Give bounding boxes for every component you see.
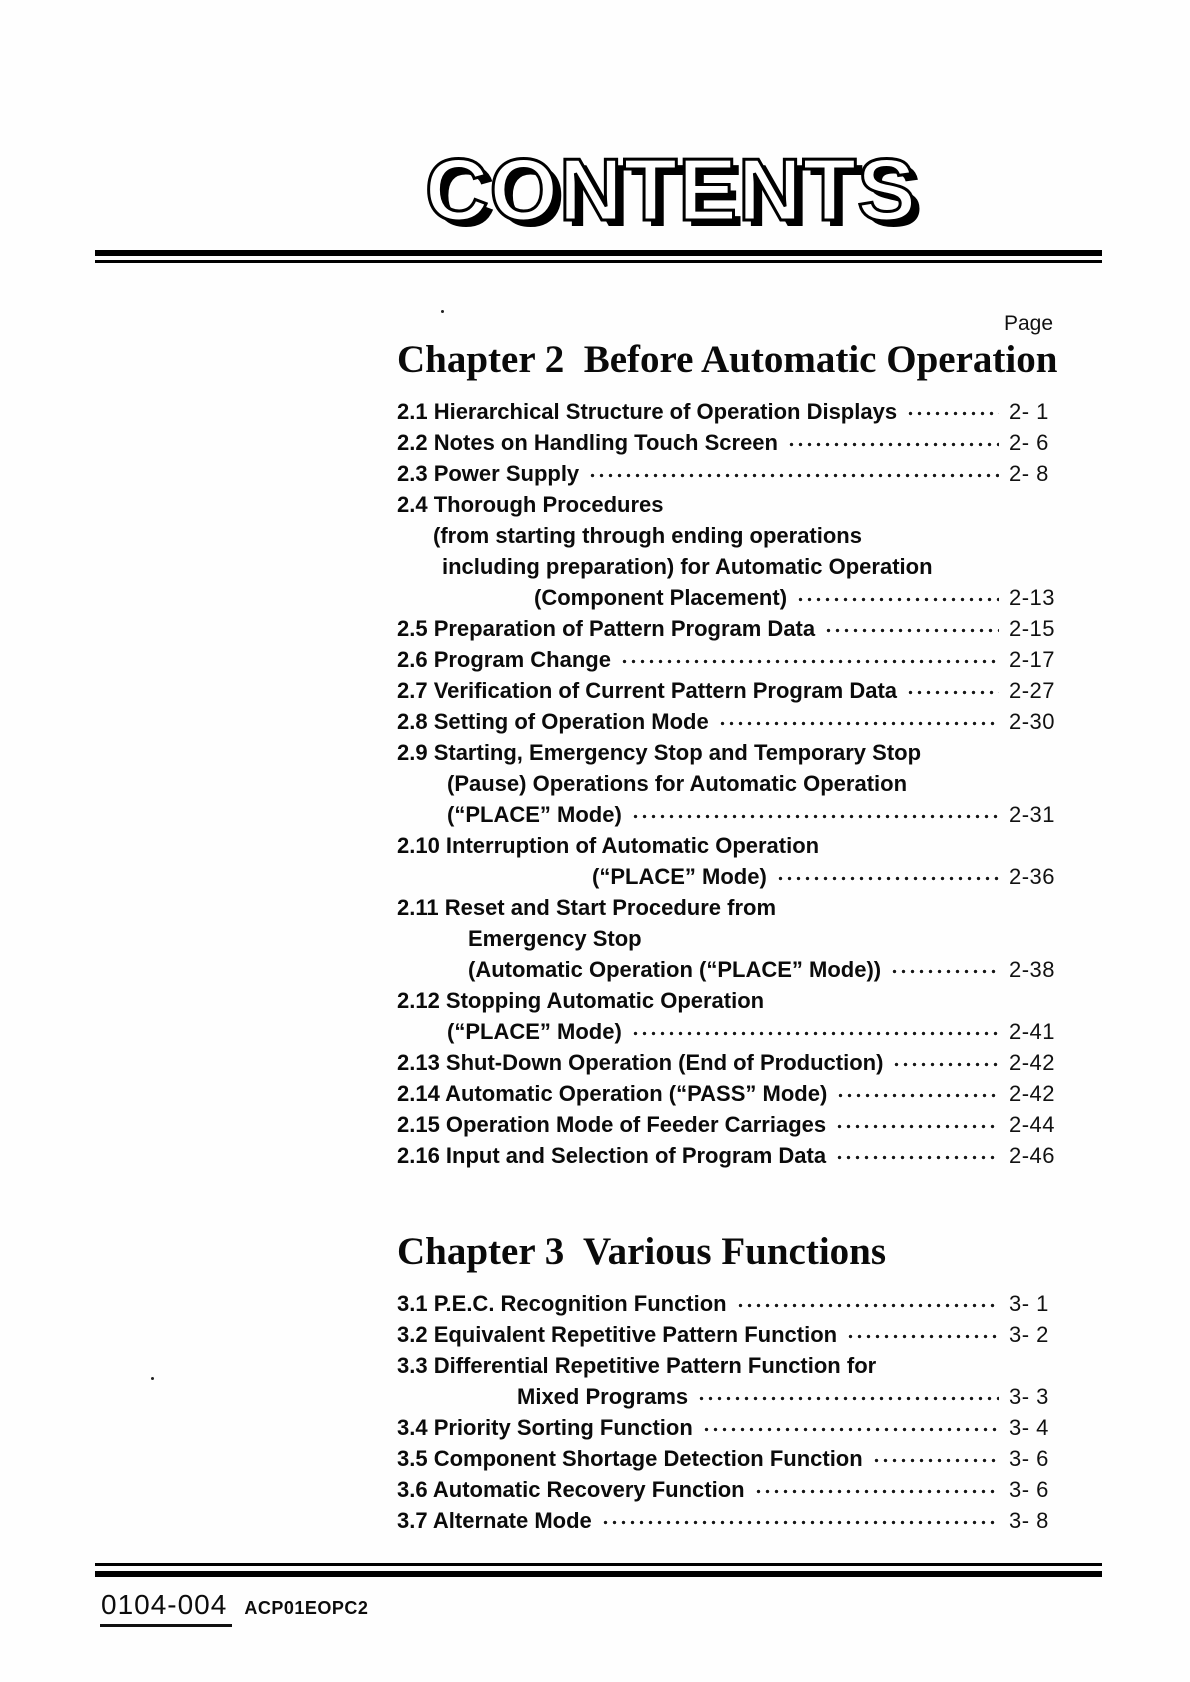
- page-number: 2-41: [1009, 1019, 1056, 1044]
- toc-entry-continuation: [397, 551, 1055, 582]
- toc-entry-continuation: [397, 861, 1055, 892]
- toc-entry-text: 2.10 Interruption of Automatic Operation: [397, 833, 820, 858]
- page-number: 2-31: [1009, 802, 1056, 827]
- toc-entry-text: 2.6 Program Change: [397, 647, 611, 672]
- toc-entry: [397, 737, 1055, 768]
- page-number: 2-44: [1009, 1112, 1056, 1137]
- toc-entry-text: 2.8 Setting of Operation Mode: [397, 709, 709, 734]
- page-number: 3- 3: [1009, 1384, 1049, 1409]
- toc-entry: [397, 1047, 1055, 1078]
- toc-entry-text: (“PLACE” Mode): [592, 864, 767, 889]
- dot-leader: [620, 644, 999, 675]
- toc-entry: [397, 458, 1055, 489]
- toc-entry-text: 3.4 Priority Sorting Function: [397, 1415, 693, 1440]
- page-number: 3- 4: [1009, 1415, 1049, 1440]
- dot-leader: [846, 1319, 999, 1350]
- toc-entry-continuation: [397, 582, 1055, 613]
- toc-entry-text: 2.5 Preparation of Pattern Program Data: [397, 616, 816, 641]
- toc-entry: [397, 1288, 1055, 1319]
- toc-entry-text: Emergency Stop: [468, 926, 642, 951]
- toc-entry-text: 2.11 Reset and Start Procedure from: [397, 895, 777, 920]
- toc-entry-text: 2.15 Operation Mode of Feeder Carriages: [397, 1112, 827, 1137]
- toc-entry-text: 3.2 Equivalent Repetitive Pattern Function: [397, 1322, 838, 1347]
- toc-entry-text: 3.1 P.E.C. Recognition Function: [397, 1291, 727, 1316]
- top-double-rule: [95, 250, 1102, 263]
- dot-leader: [872, 1443, 999, 1474]
- page-number: 3- 6: [1009, 1446, 1049, 1471]
- bottom-double-rule: [95, 1563, 1102, 1577]
- dot-leader: [892, 1047, 999, 1078]
- toc-entry: [397, 489, 1055, 520]
- dot-leader: [631, 1016, 999, 1047]
- page-number: 2-17: [1009, 647, 1056, 672]
- toc-entry-continuation: [397, 1381, 1055, 1412]
- toc-entry-text: 3.5 Component Shortage Detection Function: [397, 1446, 863, 1471]
- toc-entry-continuation: [397, 520, 1055, 551]
- dot-leader: [754, 1474, 999, 1505]
- toc-entry: [397, 613, 1055, 644]
- scan-artifact: [441, 310, 444, 313]
- toc-entry: [397, 1078, 1055, 1109]
- dot-leader: [796, 582, 999, 613]
- chapter-3-entries: [397, 1288, 1055, 1536]
- toc-entry-text: (“PLACE” Mode): [447, 802, 622, 827]
- scan-artifact: [151, 1377, 154, 1380]
- chapter-2-heading: Chapter 2 Before Automatic Operation: [397, 338, 1058, 381]
- toc-entry-text: 2.1 Hierarchical Structure of Operation Displays: [397, 399, 898, 424]
- page-number: 2-36: [1009, 864, 1056, 889]
- dot-leader: [697, 1381, 999, 1412]
- page-column-label: Page: [1003, 312, 1053, 335]
- page-number: 2-13: [1009, 585, 1056, 610]
- toc-entry-text: 2.3 Power Supply: [397, 461, 580, 486]
- footer: [100, 1589, 368, 1627]
- toc-entry-text: 2.2 Notes on Handling Touch Screen: [397, 430, 778, 455]
- dot-leader: [787, 427, 999, 458]
- page-number: 2-42: [1009, 1050, 1056, 1075]
- toc-entry: [397, 1474, 1055, 1505]
- toc-entry-text: 2.16 Input and Selection of Program Data: [397, 1143, 827, 1168]
- dot-leader: [588, 458, 999, 489]
- toc-entry: [397, 892, 1055, 923]
- dot-leader: [718, 706, 999, 737]
- page-number: 3- 1: [1009, 1291, 1049, 1316]
- toc-entry-text: 2.9 Starting, Emergency Stop and Temporary Stop: [397, 740, 922, 765]
- toc-entry-continuation: [397, 799, 1055, 830]
- toc-entry: [397, 644, 1055, 675]
- contents-title: CONTENTS: [425, 140, 917, 239]
- toc-entry-continuation: [397, 768, 1055, 799]
- toc-entry-text: (from starting through ending operations: [433, 523, 862, 548]
- toc-entry-text: 2.4 Thorough Procedures: [397, 492, 664, 517]
- dot-leader: [835, 1109, 999, 1140]
- dot-leader: [776, 861, 999, 892]
- page-number: 3- 8: [1009, 1508, 1049, 1533]
- dot-leader: [906, 396, 999, 427]
- chapter-2-entries: [397, 396, 1055, 1171]
- toc-entry: [397, 675, 1055, 706]
- toc-entry: [397, 985, 1055, 1016]
- page-number: 2- 6: [1009, 430, 1049, 455]
- toc-entry-text: 3.7 Alternate Mode: [397, 1508, 592, 1533]
- table-of-contents: [397, 338, 1058, 1536]
- toc-entry-text: (Pause) Operations for Automatic Operation: [447, 771, 908, 796]
- toc-entry-text: including preparation) for Automatic Operation: [442, 554, 933, 579]
- toc-entry-continuation: [397, 1016, 1055, 1047]
- doc-code: ACP01EOPC2: [244, 1598, 369, 1618]
- page-number: 2-46: [1009, 1143, 1056, 1168]
- dot-leader: [906, 675, 999, 706]
- page-number: 2-30: [1009, 709, 1056, 734]
- page-number: 3- 6: [1009, 1477, 1049, 1502]
- toc-entry-text: Mixed Programs: [517, 1384, 689, 1409]
- toc-entry: [397, 1412, 1055, 1443]
- toc-entry-text: 2.12 Stopping Automatic Operation: [397, 988, 765, 1013]
- doc-number: 0104-004: [100, 1589, 232, 1627]
- toc-entry-text: 2.7 Verification of Current Pattern Program Data: [397, 678, 898, 703]
- toc-entry-text: (Automatic Operation (“PLACE” Mode)): [468, 957, 882, 982]
- toc-entry: [397, 830, 1055, 861]
- toc-entry: [397, 706, 1055, 737]
- page-number: 2- 1: [1009, 399, 1049, 424]
- page-number: 2- 8: [1009, 461, 1049, 486]
- dot-leader: [736, 1288, 999, 1319]
- toc-entry-continuation: [397, 923, 1055, 954]
- dot-leader: [631, 799, 999, 830]
- toc-entry: [397, 1443, 1055, 1474]
- page-number: 3- 2: [1009, 1322, 1049, 1347]
- toc-entry: [397, 1350, 1055, 1381]
- toc-entry-text: 3.6 Automatic Recovery Function: [397, 1477, 745, 1502]
- toc-entry: [397, 1109, 1055, 1140]
- toc-entry: [397, 1505, 1055, 1536]
- dot-leader: [702, 1412, 999, 1443]
- toc-entry: [397, 1140, 1055, 1171]
- page-number: 2-15: [1009, 616, 1056, 641]
- toc-entry: [397, 1319, 1055, 1350]
- page-number: 2-42: [1009, 1081, 1056, 1106]
- chapter-3-heading: Chapter 3 Various Functions: [397, 1230, 887, 1273]
- toc-entry: [397, 427, 1055, 458]
- toc-entry-text: 2.13 Shut-Down Operation (End of Production): [397, 1050, 884, 1075]
- dot-leader: [835, 1140, 999, 1171]
- toc-entry-text: (Component Placement): [534, 585, 788, 610]
- toc-entry-text: 2.14 Automatic Operation (“PASS” Mode): [397, 1081, 828, 1106]
- page-number: 2-27: [1009, 678, 1056, 703]
- dot-leader: [824, 613, 999, 644]
- toc-entry-continuation: [397, 954, 1055, 985]
- dot-leader: [601, 1505, 999, 1536]
- dot-leader: [890, 954, 999, 985]
- dot-leader: [836, 1078, 999, 1109]
- toc-entry-text: (“PLACE” Mode): [447, 1019, 622, 1044]
- page-number: 2-38: [1009, 957, 1056, 982]
- toc-entry: [397, 396, 1055, 427]
- toc-entry-text: 3.3 Differential Repetitive Pattern Function for: [397, 1353, 877, 1378]
